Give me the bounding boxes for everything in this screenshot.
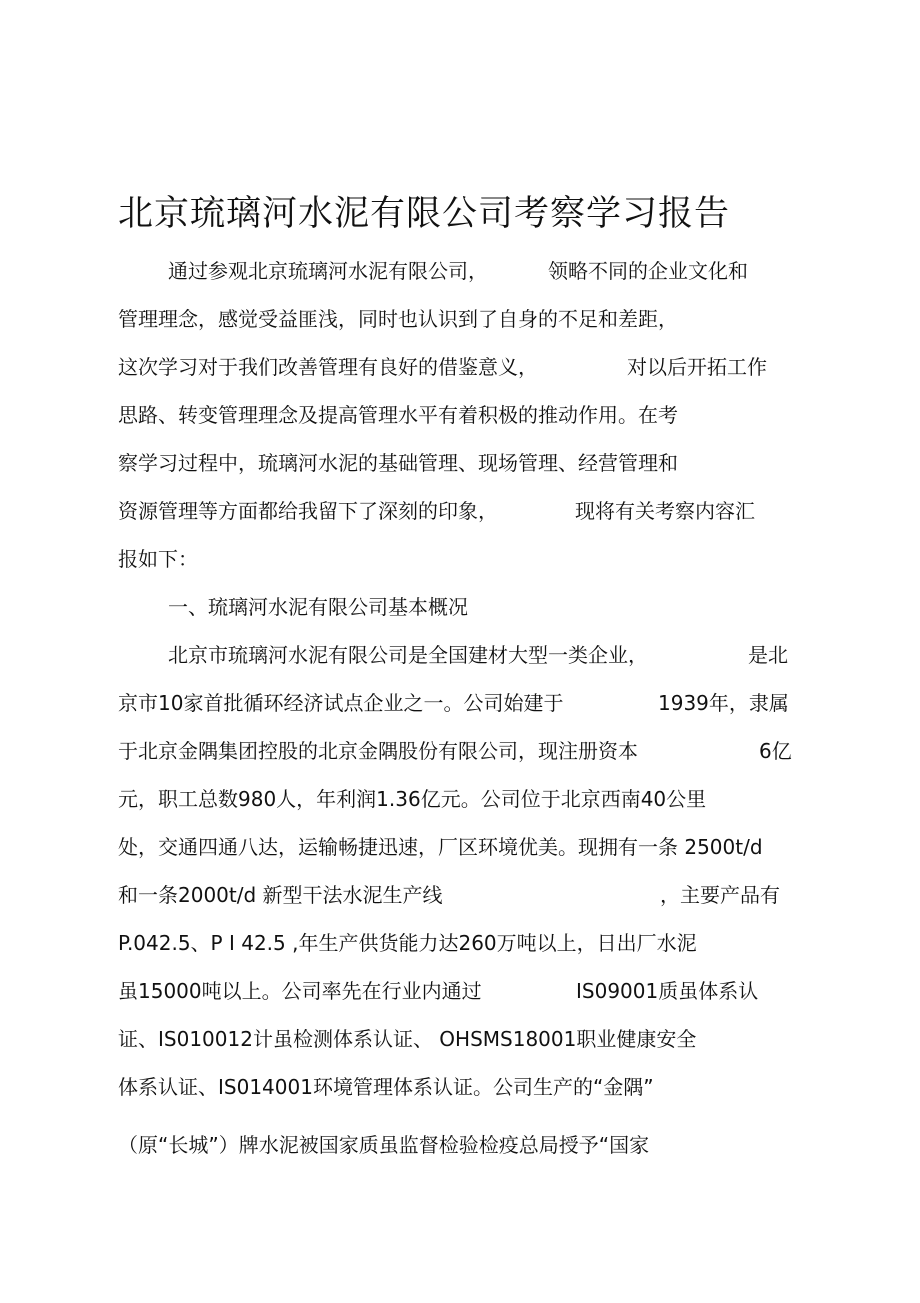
line-text: 于北京金隅集团控股的北京金隅股份有限公司，现注册资本 [118, 739, 638, 763]
line-text: 1939年，隶属 [658, 691, 789, 715]
line-text: 是北 [748, 643, 788, 667]
line-text: 证、IS010012计虽检测体系认证、 OHSMS18001职业健康安全 [118, 1027, 697, 1051]
line-text: 察学习过程中，琉璃河水泥的基础管理、现场管理、经营管理和 [118, 451, 678, 475]
line-text: 管理理念，感觉受益匪浅，同时也认识到了自身的不足和差距， [118, 307, 678, 331]
line-text: 虽15000吨以上。公司率先在行业内通过 [118, 979, 482, 1003]
report-title: 北京琉璃河水泥有限公司考察学习报告 [118, 194, 731, 234]
line-text: 北京市琉璃河水泥有限公司是全国建材大型一类企业， [168, 643, 648, 667]
line-text: 体系认证、IS014001环境管理体系认证。公司生产的“金隅” [118, 1075, 654, 1099]
line-text: 处，交通四通八达，运输畅捷迅速，厂区环境优美。现拥有一条 2500t/d [118, 835, 763, 859]
line-text: 和一条2000t/d 新型干法水泥生产线 [118, 883, 443, 907]
line-text: （原“长城”）牌水泥被国家质虽监督检验检疫总局授予“国家 [118, 1133, 650, 1157]
line-text: ，主要产品有 [660, 883, 780, 907]
line-text: 领略不同的企业文化和 [548, 259, 748, 283]
line-text: 资源管理等方面都给我留下了深刻的印象， [118, 499, 498, 523]
line-text: 现将有关考察内容汇 [575, 499, 755, 523]
line-text: 一、琉璃河水泥有限公司基本概况 [168, 595, 468, 619]
line-text: 对以后开拓工作 [627, 355, 767, 379]
line-text: 京市10家首批循环经济试点企业之一。公司始建于 [118, 691, 564, 715]
line-text: 思路、转变管理理念及提高管理水平有着积极的推动作用。在考 [118, 403, 678, 427]
line-text: 这次学习对于我们改善管理有良好的借鉴意义， [118, 355, 538, 379]
line-text: 通过参观北京琉璃河水泥有限公司， [168, 259, 488, 283]
line-text: 报如下： [118, 547, 198, 571]
line-text: IS09001质虽体系认 [576, 979, 759, 1003]
line-text: 6亿 [759, 739, 792, 763]
line-text: P.042.5、P I 42.5 ,年生产供货能力达260万吨以上，日出厂水泥 [118, 931, 697, 955]
line-text: 元，职工总数980人，年利润1.36亿元。公司位于北京西南40公里 [118, 787, 707, 811]
